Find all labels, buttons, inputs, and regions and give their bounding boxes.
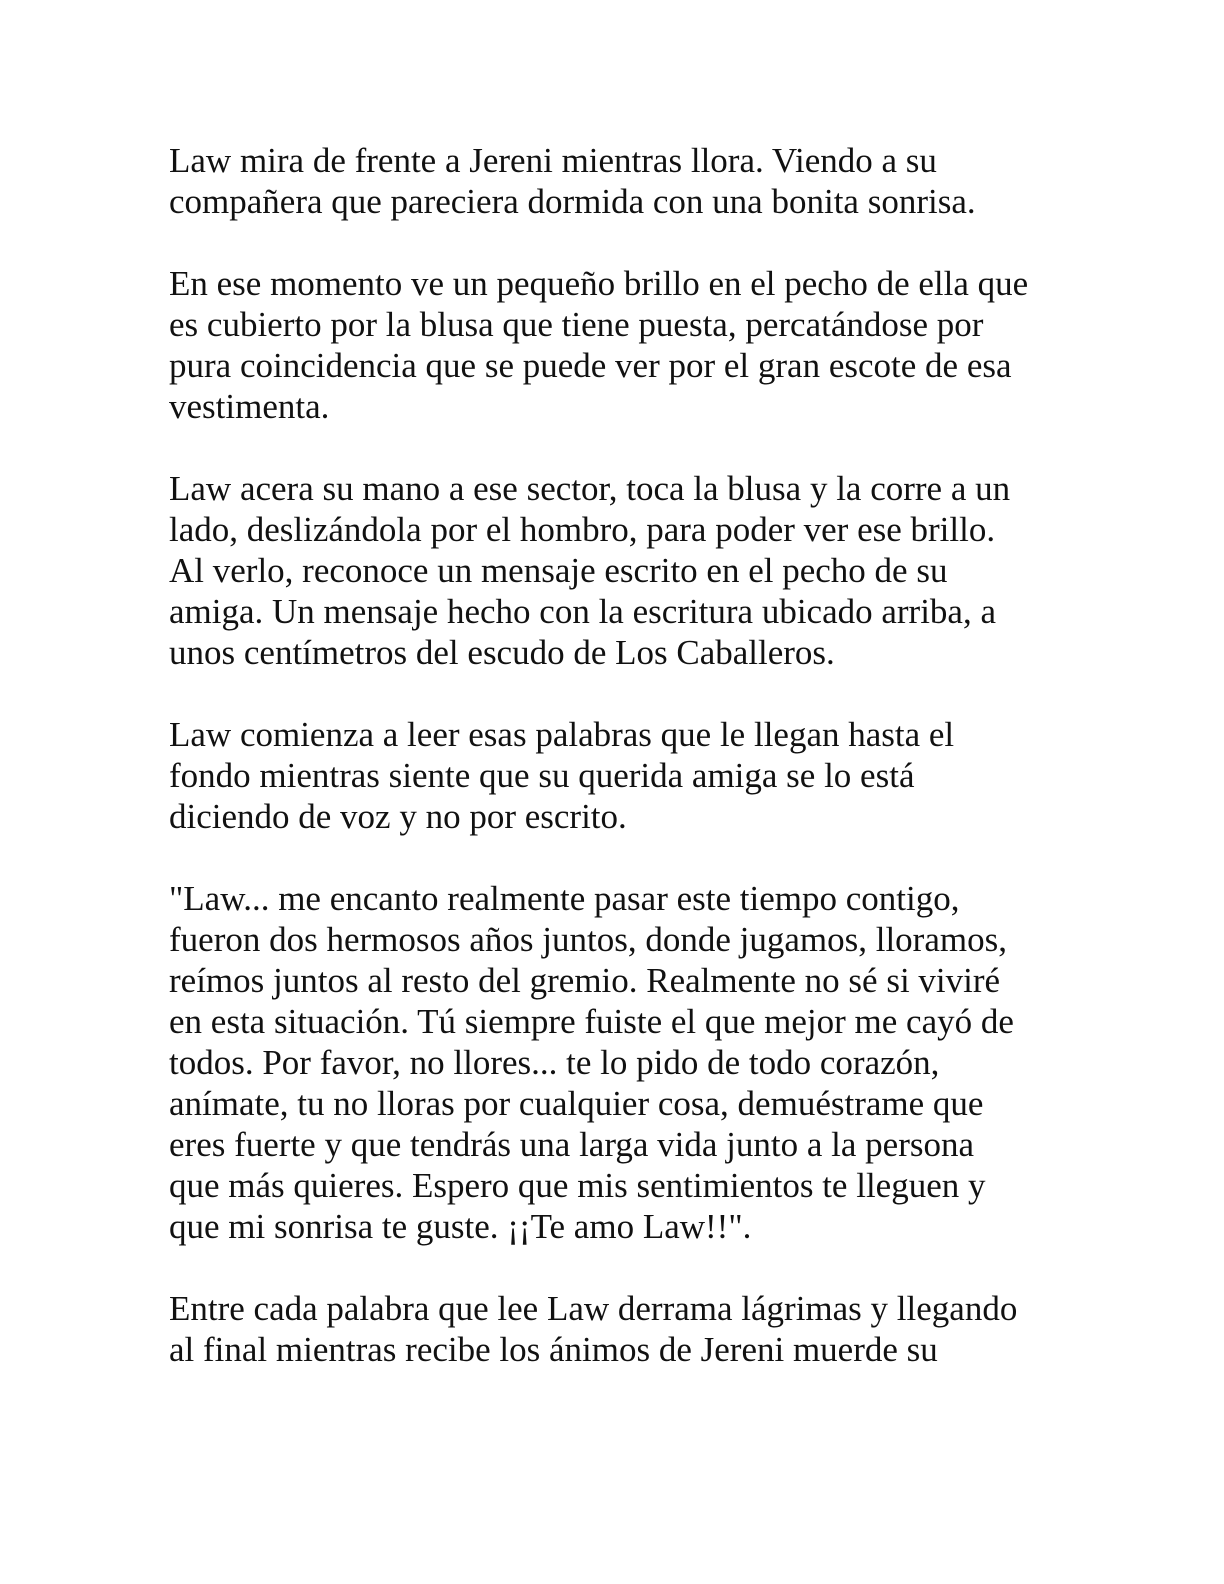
text-line: En ese momento ve un pequeño brillo en el pecho de ella que — [169, 264, 1029, 303]
text-line: Law mira de frente a Jereni mientras llora. Viendo a su — [169, 141, 937, 180]
text-line: amiga. Un mensaje hecho con la escritura ubicado arriba, a — [169, 592, 996, 631]
text-line: Al verlo, reconoce un mensaje escrito en el pecho de su — [169, 551, 948, 590]
text-line: todos. Por favor, no llores... te lo pido de todo corazón, — [169, 1043, 940, 1082]
text-line: al final mientras recibe los ánimos de Jereni muerde su — [169, 1330, 938, 1369]
text-line: unos centímetros del escudo de Los Caballeros. — [169, 633, 835, 672]
text-line: diciendo de voz y no por escrito. — [169, 797, 627, 836]
text-line: que más quieres. Espero que mis sentimientos te lleguen y — [169, 1166, 986, 1205]
text-line: en esta situación. Tú siempre fuiste el que mejor me cayó de — [169, 1002, 1014, 1041]
text-line: vestimenta. — [169, 387, 330, 426]
paragraph-5-letter — [169, 878, 1069, 1247]
paragraph-3 — [169, 468, 1069, 673]
text-line: fondo mientras siente que su querida amiga se lo está — [169, 756, 915, 795]
text-line: es cubierto por la blusa que tiene puesta, percatándose por — [169, 305, 984, 344]
text-line: pura coincidencia que se puede ver por el gran escote de esa — [169, 346, 1012, 385]
paragraph-1 — [169, 140, 1069, 222]
text-line: fueron dos hermosos años juntos, donde jugamos, lloramos, — [169, 920, 1007, 959]
document-body — [169, 140, 1069, 1411]
text-line: compañera que pareciera dormida con una bonita sonrisa. — [169, 182, 976, 221]
text-line: Entre cada palabra que lee Law derrama lágrimas y llegando — [169, 1289, 1018, 1328]
text-line: Law comienza a leer esas palabras que le llegan hasta el — [169, 715, 955, 754]
text-line: anímate, tu no lloras por cualquier cosa, demuéstrame que — [169, 1084, 984, 1123]
text-line: Law acera su mano a ese sector, toca la blusa y la corre a un — [169, 469, 1011, 508]
paragraph-6 — [169, 1288, 1069, 1370]
text-line: que mi sonrisa te guste. ¡¡Te amo Law!!". — [169, 1207, 752, 1246]
text-line: reímos juntos al resto del gremio. Realmente no sé si viviré — [169, 961, 1001, 1000]
paragraph-4 — [169, 714, 1069, 837]
text-line: "Law... me encanto realmente pasar este tiempo contigo, — [169, 879, 960, 918]
paragraph-2 — [169, 263, 1069, 427]
text-line: lado, deslizándola por el hombro, para poder ver ese brillo. — [169, 510, 996, 549]
text-line: eres fuerte y que tendrás una larga vida junto a la persona — [169, 1125, 974, 1164]
